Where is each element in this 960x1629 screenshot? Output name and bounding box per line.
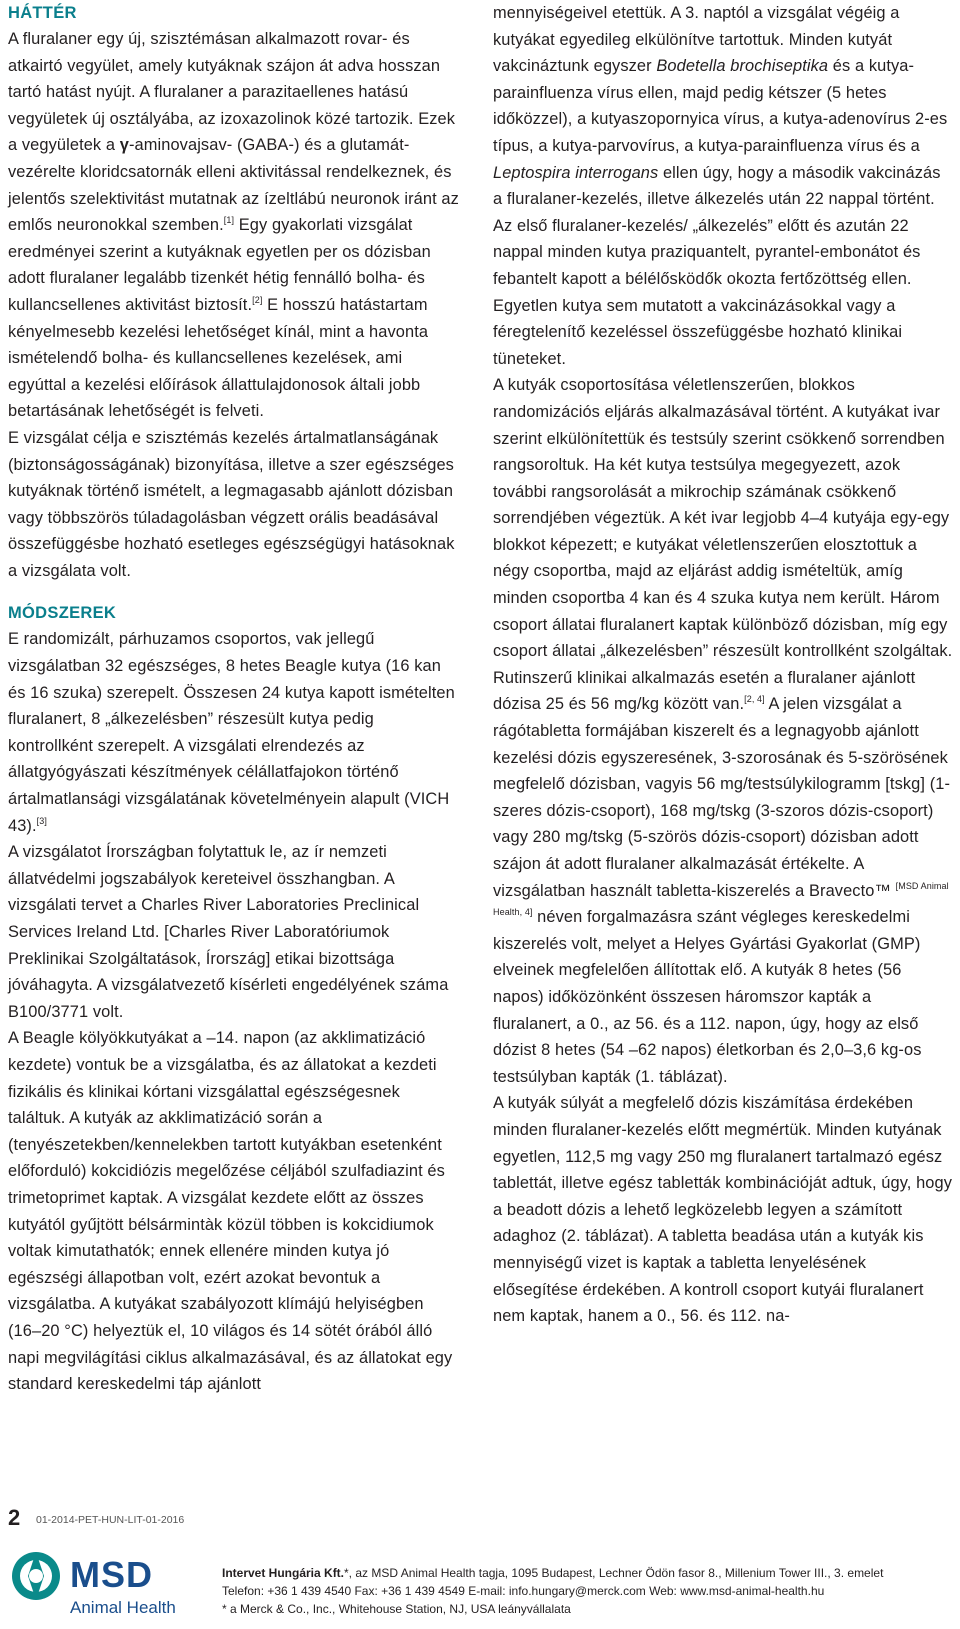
logo-brand: MSD — [70, 1554, 153, 1595]
methods-heading: MÓDSZEREK — [8, 604, 117, 623]
logo-subtitle: Animal Health — [70, 1598, 176, 1617]
document-code: 01-2014-PET-HUN-LIT-01-2016 — [36, 1514, 185, 1526]
background-paragraph-1: A fluralaner egy új, szisztémásan alkalmazott rovar- és atkairtó vegyület, amely kutyáknak szájon át adva hosszan tartó hatást nyújt. A fluralaner a parazitaellenes hatású vegyületek új osztályába, az izoxazolinok közé tartozik. Ezek a vegyületek a γ-aminovajsav- (GABA-) és a glutamát-vezérelte kloridcsatornák elleni aktivitással rendelkeznek, és jelentős szelektivitást mutatnak az ízeltlábú neuronok iránt az emlős neuronokkal szemben.[1] Egy gyakorlati vizsgálat eredményei szerint a kutyáknak egyetlen per os dózisban adott fluralaner legalább tizenkét hétig fennálló bolha- és kullancsellenes aktivitást biztosít.[2] E hosszú hatástartam kényelmesebb kezelési lehetőséget kínál, mint a havonta ismételendő bolha- és kullancsellenes kezelések, ami egyúttal a kezelési előírások állattulajdonosok általi jobb betartásának lehetőségét is felveti. — [8, 30, 459, 421]
right-paragraph-3: Rutinszerű klinikai alkalmazás esetén a fluralaner ajánlott dózisa 25 és 56 mg/kg között van.[2, 4] A jelen vizsgálat a rágótabletta formájában kiszerelt és a legnagyobb ajánlott kezelési dózis egyszeresének, 3-szorosának és 5-szörösének megfelelő dózisban, vagyis 56 mg/testsúlykilogramm [tskg] (1-szeres dózis-csoport), 168 mg/tskg (3-szoros dózis-csoport) vagy 280 mg/tskg (5-szörös dózis-csoport) dózisban adott szájon át adott fluralaner alkalmazását értékelte. A vizsgálatban használt tabletta-kiszerelés a Bravecto™ [MSD Animal Health, 4] néven forgalmazásra szánt végleges kereskedelmi kiszerelés volt, melyet a Helyes Gyártási Gyakorlat (GMP) elveinek megfelelően állítottak elő. A kutyák 8 hetes (56 napos) időközönként összesen háromszor kapták a fluralanert, a 0., az 56. és a 112. napon, úgy, hogy az első dózist 8 hetes (54 –62 napos) életkorban és 2,0–3,6 kg-os testsúlyban kapták (1. táblázat). — [493, 668, 951, 1086]
background-paragraph-2: E vizsgálat célja e szisztémás kezelés ártalmatlanságának (biztonságosságának) bizonyítása, illetve a szer egészséges kutyáknak történő ismételt, a legmagasabb ajánlott dózisban vagy többszörös túladagolásban végzett orális beadásával összefüggésbe hozható esetleges egészségügyi hatásoknak a vizsgálata volt. — [8, 428, 455, 580]
footer-line-2: Telefon: +36 1 439 4540 Fax: +36 1 439 4549 E-mail: info.hungary@merck.com Web: www.msd-animal-health.hu — [222, 1584, 825, 1598]
citation-2-4: [2, 4] — [744, 694, 765, 705]
right-paragraph-2: A kutyák csoportosítása véletlenszerűen, blokkos randomizációs eljárás alkalmazásával történt. A kutyákat ivar szerint elkülönítettük és testsúly szerint csökkenő sorrendben rangsoroltuk. Ha két kutya testsúlya megegyezett, azok további rangsorolását a mikrochip számának csökkenő sorrendjében végeztük. A két ivar legjobb 4–4 kutyája egy-egy blokkot képezett; e kutyákat véletlenszerűen elosztottuk a négy csoportba, majd az eljárást addig ismételtük, amíg minden csoportba 4 kan és 4 szuka kutya nem került. Három csoport állatai fluralanert kaptak különböző dózisban, míg egy csoport állatai „álkezelésben” részesült kontrollként szolgáltak. — [493, 376, 953, 661]
citation-2: [2] — [252, 294, 263, 305]
footer-company: Intervet Hungária Kft. — [222, 1566, 345, 1580]
right-paragraph-4: A kutyák súlyát a megfelelő dózis kiszámítása érdekében minden fluralaner-kezelés előtt megmértük. Minden kutyának egyetlen, 112,5 mg vagy 250 mg fluralanert tartalmazó egész tablettát, illetve egész tabletták kombinációját adtuk, úgy, hogy a beadott dózis a lehető legközelebb legyen a számított adaghoz (2. táblázat). A tabletta beadása után a kutyák kis mennyiségű vizet is kaptak a tabletta lenyelésének elősegítése érdekében. A kontroll csoport kutyái fluralanert nem kaptak, hanem a 0., 56. és 112. na- — [493, 1094, 953, 1326]
right-column — [493, 0, 953, 1330]
page-number: 2 — [8, 1505, 21, 1530]
methods-paragraph-1: E randomizált, párhuzamos csoportos, vak jellegű vizsgálatban 32 egészséges, 8 hetes Beagle kutya (16 kan és 16 szuka) szerepelt. Összesen 24 kutya kapott ismételten fluralanert, 8 „álkezelésben” részesült kutya pedig kontrollként szerepelt. A vizsgálati elrendezés az állatgyógyászati készítmények célállatfajokon történő ártalmatlansági vizsgálatának követelményein alapult (VICH 43).[3] — [8, 630, 455, 835]
citation-1: [1] — [223, 215, 235, 226]
footer — [222, 1564, 883, 1618]
citation-3: [3] — [36, 815, 47, 826]
left-column — [8, 0, 460, 1398]
msd-logo-mark-icon — [10, 1550, 62, 1602]
methods-paragraph-3: A Beagle kölyökkutyákat a –14. napon (az akklimatizáció kezdete) vontuk be a vizsgálatba, és az állatokat a kezdeti fizikális és klinikai kórtani vizsgálattal egészségesnek találtuk. A kutyák az akklimatizáció során a (tenyészetekben/kennelekben tartott kutyákban esetenként előforduló) kokcidiózis megelőzése céljából szulfadiazint és trimetoprimet kaptak. A vizsgálat kezdete előtt az összes kutyától gyűjtött bélsármintàk közül többen is kokcidiumok voltak kimutathatók; ennek ellenére minden kutya jó egészségi állapotban volt, ezért azokat bevontuk a vizsgálatba. A kutyákat szabályozott klímájú helyiségben (16–20 °C) helyeztük el, 10 világos és 14 sötét órából álló napi megvilágítási ciklus alkalmazásával, és az állatokat egy standard kereskedelmi táp ajánlott — [8, 1029, 453, 1394]
right-paragraph-1: mennyiségeivel etettük. A 3. naptól a vizsgálat végéig a kutyákat egyedileg elkülönítve tartottuk. Minden kutyát vakcináztunk egyszer Bodetella brochiseptika és a kutya-parainfluenza vírus ellen, majd pedig kétszer (5 hetes időközzel), a kutyaszopornyica vírus, a kutya-adenovírus 2-es típus, a kutya-parvovírus, a kutya-parainfluenza vírus és a Leptospira interrogans ellen úgy, hogy a második vakcinázás a fluralaner-kezelés, illetve álkezelés után 22 nappal történt. Az első fluralaner-kezelés/ „álkezelés” előtt és azután 22 nappal minden kutya praziquantelt, pyrantel-embonátot és febantelt kapott a bélélősködők okozta fertőzöttség ellen. Egyetlen kutya sem mutatott a vakcinázásokkal vagy a féregtelenítő kezeléssel összefüggésbe hozható klinikai tüneteket. — [493, 4, 948, 368]
leptospira-name: Leptospira interrogans — [493, 163, 659, 182]
background-heading: HÁTTÉR — [8, 4, 77, 22]
msd-logo — [10, 1550, 210, 1625]
footer-line-1: Intervet Hungária Kft.*, az MSD Animal Health tagja, 1095 Budapest, Lechner Ödön fasor 8., Millenium Tower III., 3. emelet — [222, 1566, 884, 1580]
citation-msd: [MSD Animal Health, 4] — [493, 880, 949, 918]
gamma-symbol: γ — [119, 136, 129, 155]
bordetella-name: Bodetella brochiseptika — [656, 57, 829, 76]
methods-paragraph-2: A vizsgálatot Írországban folytattuk le, az ír nemzeti állatvédelmi jogszabályok kereteivel összhangban. A vizsgálati tervet a Charles River Laboratories Preclinical Services Ireland Ltd. [Charles River Laboratóriumok Preklinikai Szolgáltatások, Írország] etikai bizottsága jóváhagyta. A vizsgálatvezető kísérleti engedélyének száma B100/3771 volt. — [8, 843, 449, 1021]
footer-line-3: * a Merck & Co., Inc., Whitehouse Station, NJ, USA leányvállalata — [222, 1602, 571, 1616]
